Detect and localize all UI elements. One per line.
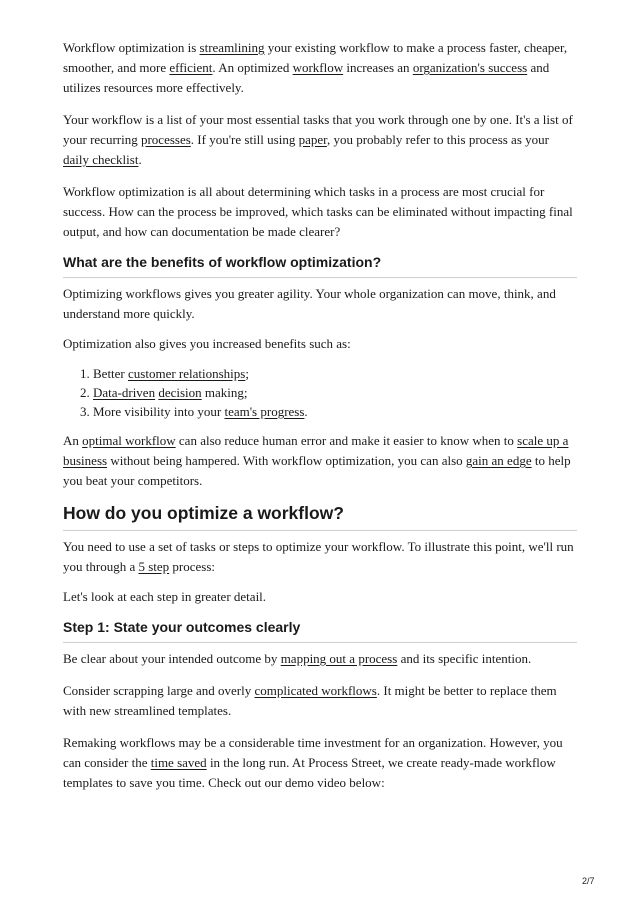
text: Your workflow is a list of your most essential tasks that you work through one by one. It's a list of your recurring	[63, 112, 573, 147]
link-teams-progress[interactable]: team's progress	[224, 404, 305, 419]
intro-paragraph	[63, 38, 577, 98]
detail-paragraph: Let's look at each step in greater detail.	[63, 589, 267, 604]
link-optimal-workflow[interactable]: optimal workflow	[82, 433, 176, 448]
steps-intro-paragraph	[63, 537, 577, 577]
text: More visibility into your	[93, 404, 225, 419]
text: in the long run. At Process Street, we create ready-made workflow templates to save you time. Check out our demo video below:	[63, 755, 556, 790]
text: .	[138, 152, 142, 167]
outcome-paragraph	[63, 649, 577, 669]
text: , you probably refer to this process as your	[326, 132, 549, 147]
text: You need to use a set of tasks or steps to optimize your workflow. To illustrate this point, we'll run you through a	[63, 539, 574, 574]
agility-paragraph: Optimizing workflows gives you greater agility. Your whole organization can move, think, and understand more quickly.	[63, 286, 556, 321]
text: Workflow optimization is	[63, 40, 200, 55]
text: and its specific intention.	[397, 651, 532, 666]
text: Consider scrapping large and overly	[63, 683, 255, 698]
text: to help you beat your competitors.	[63, 453, 571, 488]
text: . An optimized	[212, 60, 293, 75]
page-number: 2/7	[582, 876, 595, 886]
text: Better	[93, 366, 129, 381]
link-daily-checklist[interactable]: daily checklist	[63, 152, 139, 167]
link-customer-relationships[interactable]: customer relationships	[128, 366, 246, 381]
optimal-workflow-paragraph	[63, 431, 577, 491]
text: .	[304, 404, 308, 419]
text: ;	[245, 366, 249, 381]
benefits-list	[63, 364, 577, 421]
text: Remaking workflows may be a considerable time investment for an organization. However, you can consider the	[63, 735, 563, 770]
link-time-saved[interactable]: time saved	[150, 755, 207, 770]
text: process:	[169, 559, 216, 574]
link-gain-an-edge[interactable]: gain an edge	[465, 453, 532, 468]
text: An	[63, 433, 83, 448]
step1-heading: Step 1: State your outcomes clearly	[63, 619, 577, 643]
scrapping-paragraph	[63, 681, 577, 721]
link-efficient[interactable]: efficient	[169, 60, 213, 75]
text: Be clear about your intended outcome by	[63, 651, 281, 666]
text: making;	[201, 385, 248, 400]
text: . It might be better to replace them with new streamlined templates.	[63, 683, 557, 718]
text: increases an	[343, 60, 413, 75]
text: without being hampered. With workflow optimization, you can also	[107, 453, 466, 468]
link-processes[interactable]: processes	[140, 132, 191, 147]
list-item	[93, 402, 577, 421]
workflow-definition-paragraph	[63, 110, 577, 170]
text: your existing workflow to make a process faster, cheaper, smoother, and more	[63, 40, 568, 75]
text: . If you're still using	[190, 132, 299, 147]
list-item	[93, 383, 577, 402]
benefits-heading: What are the benefits of workflow optimization?	[63, 254, 577, 278]
list-item	[93, 364, 577, 383]
link-5-step[interactable]: 5 step	[138, 559, 170, 574]
link-mapping-out-a-process[interactable]: mapping out a process	[280, 651, 398, 666]
link-workflow[interactable]: workflow	[292, 60, 344, 75]
remaking-paragraph	[63, 733, 577, 793]
link-streamlining[interactable]: streamlining	[199, 40, 265, 55]
link-decision[interactable]: decision	[158, 385, 202, 400]
link-scale-up-a-business[interactable]: scale up a business	[63, 433, 569, 468]
text: and utilizes resources more effectively.	[63, 60, 550, 95]
text: can also reduce human error and make it easier to know when to	[175, 433, 518, 448]
how-to-optimize-heading: How do you optimize a workflow?	[63, 503, 577, 531]
link-organizations-success[interactable]: organization's success	[412, 60, 528, 75]
document-page	[63, 38, 577, 803]
link-complicated-workflows[interactable]: complicated workflows	[254, 683, 377, 698]
link-data-driven[interactable]: Data-driven	[93, 385, 156, 400]
benefits-intro-paragraph: Optimization also gives you increased benefits such as:	[63, 336, 351, 351]
optimization-paragraph: Workflow optimization is all about determining which tasks in a process are most crucial for success. How can the process be improved, which tasks can be eliminated without impacting final output, and how can documentation be made clearer?	[63, 184, 573, 239]
link-paper[interactable]: paper	[298, 132, 327, 147]
